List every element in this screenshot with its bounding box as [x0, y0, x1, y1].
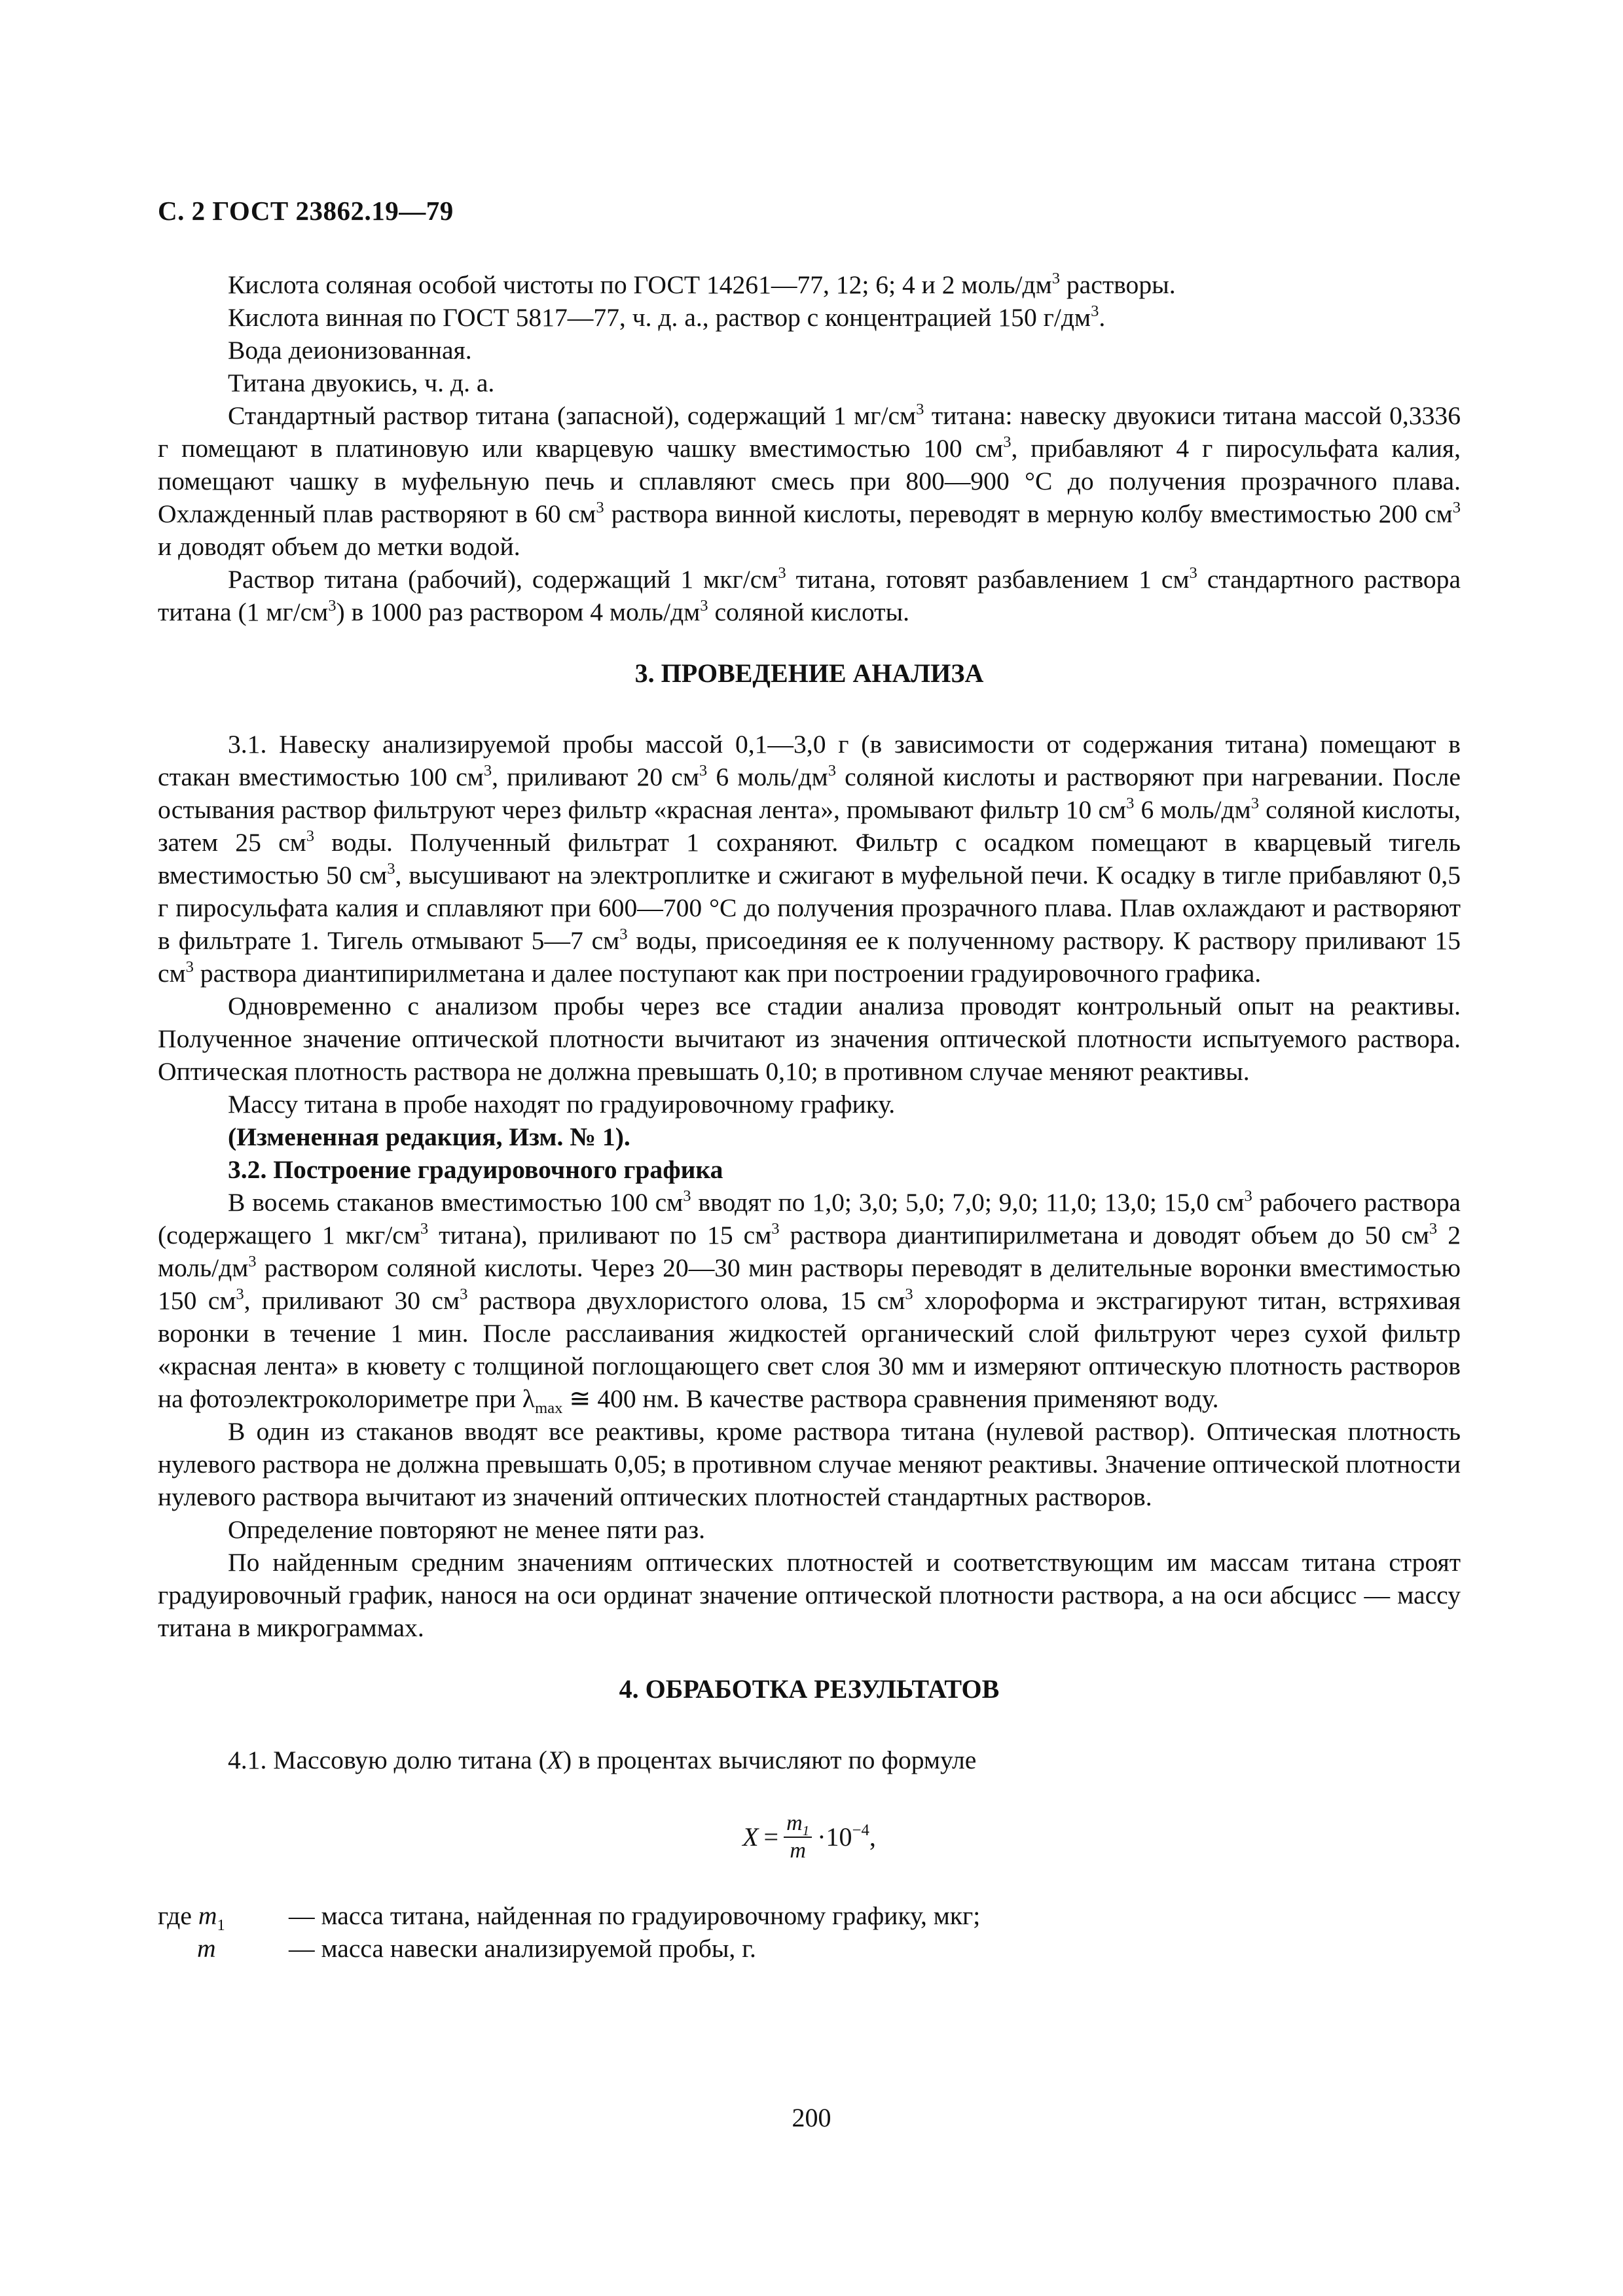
formula-fraction: $\frac{m_1}{m}$	[784, 1810, 812, 1864]
paragraph-4-1: 4.1. Массовую долю титана (X) в процентах вычисляют по формуле	[228, 1746, 977, 1774]
paragraph-zero-solution: В один из стаканов вводят все реактивы, кроме раствора титана (нулевой раствор). Оптическая плотность нулевого раствора не должна превышать 0,05; в противном случае меняют реактивы. Значение оптической плотности нулевого раствора вычитают из значений оптических плотностей стандартных растворов.	[158, 1417, 1461, 1511]
paragraph-mass: Массу титана в пробе находят по градуировочному графику.	[228, 1090, 896, 1119]
formula-multiplier: $\cdot 10^{-4}$,	[817, 1821, 876, 1852]
where-m1: где $m_1$ — масса титана, найденная по градуировочному графику, мкг;	[158, 1901, 981, 1934]
formula	[158, 1810, 1461, 1873]
paragraph-3-2: В восемь стаканов вместимостью 100 $см^3$ вводят по 1,0; 3,0; 5,0; 7,0; 9,0; 11,0; 13,0; 15,0 $см^3$ рабочего раствора (содержащего 1 мкг/$см^3$ титана), приливают по 15 $см^3$ раствора диантипирилметана и доводят объем до 50 $см^3$ 2 моль/$дм^3$ раствором соляной кислоты. Через 20—30 мин растворы переводят в делительные воронки вместимостью 150 $см^3$, приливают 30 $см^3$ раствора двухлористого олова, 15 $см^3$ хлороформа и экстрагируют титан, встряхивая воронки в течение 1 мин. После расслаивания жидкостей органический слой фильтруют через сухой фильтр «красная лента» в кювету с толщиной поглощающего свет слоя 30 мм и измеряют оптическую плотность растворов на фотоэлектроколориметре при $\lambda_{max}$ ≅ 400 нм. В качестве раствора сравнения применяют воду.	[158, 1187, 1461, 1417]
formula-lhs: X	[742, 1822, 759, 1852]
subsection-3-2-title: 3.2. Построение градуировочного графика	[228, 1155, 723, 1184]
reagent-hcl: Кислота соляная особой чистоты по ГОСТ 14261—77, 12; 6; 4 и 2 моль/$дм^3$ растворы.	[228, 269, 1176, 299]
reagent-water: Вода деионизованная.	[228, 336, 472, 365]
reagent-titanium-dioxide: Титана двуокись, ч. д. а.	[228, 368, 495, 397]
formula-denominator: m	[790, 1839, 806, 1863]
amendment-note: (Измененная редакция, Изм. № 1).	[228, 1122, 630, 1151]
paragraph-graph: По найденным средним значениям оптических плотностей и соответствующим им массам титана строят градуировочный график, нанося на оси ординат значение оптической плотности раствора, а на оси абсцисс — массу титана в микрограммах.	[158, 1548, 1461, 1642]
where-m: m — масса навески анализируемой пробы, г.	[197, 1934, 756, 1963]
section-3-title: 3. ПРОВЕДЕНИЕ АНАЛИЗА	[634, 658, 984, 688]
reagent-tartaric: Кислота винная по ГОСТ 5817—77, ч. д. а., раствор с концентрацией 150 $г/дм^3$.	[228, 302, 1106, 332]
paragraph-3-1: 3.1. Навеску анализируемой пробы массой 0,1—3,0 г (в зависимости от содержания титана) помещают в стакан вместимостью 100 $см^3$, приливают 20 $см^3$ 6 моль/$дм^3$ соляной кислоты и растворяют при нагревании. После остывания раствор фильтруют через фильтр «красная лента», промывают фильтр 10 $см^3$ 6 моль/$дм^3$ соляной кислоты, затем 25 $см^3$ воды. Полученный фильтрат 1 сохраняют. Фильтр с осадком помещают в кварцевый тигель вместимостью 50 $см^3$, высушивают на электроплитке и сжигают в муфельной печи. К осадку в тигле прибавляют 0,5 г пиросульфата калия и сплавляют при 600—700 °С до получения прозрачного плава. Плав охлаждают и растворяют в фильтрате 1. Тигель отмывают 5—7 $см^3$ воды, присоединяя ее к полученному раствору. К раствору приливают 15 $см^3$ раствора диантипирилметана и далее поступают как при построении градуировочного графика.	[158, 730, 1461, 988]
stock-solution-paragraph: Стандартный раствор титана (запасной), содержащий 1 $мг/см^3$ титана: навеску двуокиси титана массой 0,3336 г помещают в платиновую или кварцевую чашку вместимостью 100 $см^3$, прибавляют 4 г пиросульфата калия, помещают чашку в муфельную печь и сплавляют смесь при 800—900 °С до получения прозрачного плава. Охлажденный плав растворяют в 60 $см^3$ раствора винной кислоты, переводят в мерную колбу вместимостью 200 $см^3$ и доводят объем до метки водой.	[158, 400, 1461, 561]
page-header: С. 2 ГОСТ 23862.19—79	[158, 196, 454, 226]
paragraph-repeat: Определение повторяют не менее пяти раз.	[228, 1515, 706, 1544]
section-4-title: 4. ОБРАБОТКА РЕЗУЛЬТАТОВ	[619, 1674, 1000, 1704]
working-solution-paragraph: Раствор титана (рабочий), содержащий 1 мкг/$см^3$ титана, готовят разбавлением 1 $см^3$ стандартного раствора титана (1 $мг/см^3$) в 1000 раз раствором 4 моль/$дм^3$ соляной кислоты.	[158, 564, 1461, 626]
document-body	[158, 268, 1461, 1965]
page-number: 200	[792, 2103, 831, 2132]
paragraph-blank-test: Одновременно с анализом пробы через все стадии анализа проводят контрольный опыт на реактивы. Полученное значение оптической плотности вычитают из значения оптической плотности испытуемого раствора. Оптическая плотность раствора не должна превышать 0,10; в противном случае меняют реактивы.	[158, 992, 1461, 1086]
formula-equals: =	[763, 1822, 779, 1852]
formula-numerator: m	[786, 1811, 803, 1835]
